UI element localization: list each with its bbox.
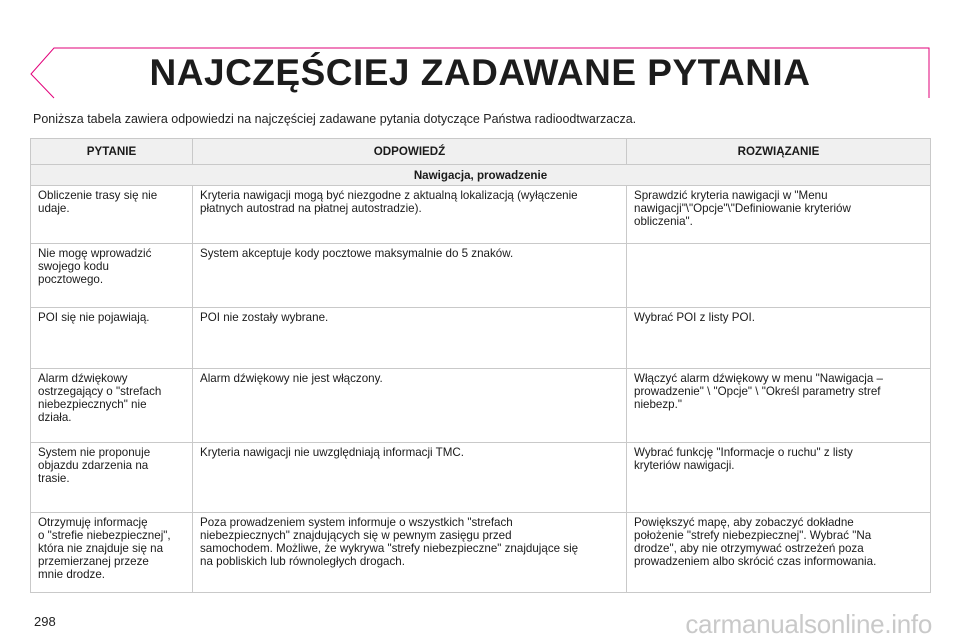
faq-table	[30, 138, 931, 593]
question-cell: POI się nie pojawiają.	[31, 308, 193, 369]
answer-cell: Kryteria nawigacji nie uwzględniają informacji TMC.	[193, 443, 627, 513]
table-row	[31, 513, 931, 593]
table-row	[31, 369, 931, 443]
table-row	[31, 244, 931, 308]
section-title: Nawigacja, prowadzenie	[31, 165, 931, 186]
intro-text: Poniższa tabela zawiera odpowiedzi na najczęściej zadawane pytania dotyczące Państwa radioodtwarzacza.	[33, 112, 637, 126]
answer-cell: Poza prowadzeniem system informuje o wszystkich "strefach niebezpiecznych" znajdujących się w pewnym zasięgu przed samochodem. Możliwe, że wykrywa "strefy niebezpieczne" znajdujące się na pobliskich lub równoległych drogach.	[193, 513, 627, 593]
answer-cell: System akceptuje kody pocztowe maksymalnie do 5 znaków.	[193, 244, 627, 308]
page-number: 298	[34, 614, 56, 629]
column-header-answer: ODPOWIEDŹ	[193, 139, 627, 165]
solution-cell: Wybrać funkcję "Informacje o ruchu" z listy kryteriów nawigacji.	[627, 443, 931, 513]
table-row	[31, 308, 931, 369]
question-cell: System nie proponuje objazdu zdarzenia na trasie.	[31, 443, 193, 513]
solution-cell: Powiększyć mapę, aby zobaczyć dokładne położenie "strefy niebezpiecznej". Wybrać "Na drodze", aby nie otrzymywać ostrzeżeń poza prowadzeniem albo skrócić czas informowania.	[627, 513, 931, 593]
table-header-row	[31, 139, 931, 165]
question-cell: Nie mogę wprowadzić swojego kodu pocztowego.	[31, 244, 193, 308]
watermark-text: carmanualsonline.info	[685, 609, 932, 639]
table-row	[31, 186, 931, 244]
solution-cell: Wybrać POI z listy POI.	[627, 308, 931, 369]
solution-cell	[627, 244, 931, 308]
question-cell: Otrzymuję informację o "strefie niebezpiecznej", która nie znajduje się na przemierzanej przeze mnie drodze.	[31, 513, 193, 593]
question-cell: Alarm dźwiękowy ostrzegający o "strefach niebezpiecznych" nie działa.	[31, 369, 193, 443]
answer-cell: Alarm dźwiękowy nie jest włączony.	[193, 369, 627, 443]
column-header-solution: ROZWIĄZANIE	[627, 139, 931, 165]
solution-cell: Sprawdzić kryteria nawigacji w "Menu nawigacji"\"Opcje"\"Definiowanie kryteriów obliczenia".	[627, 186, 931, 244]
answer-cell: Kryteria nawigacji mogą być niezgodne z aktualną lokalizacją (wyłączenie płatnych autostrad na płatnej autostradzie).	[193, 186, 627, 244]
table-row	[31, 443, 931, 513]
question-cell: Obliczenie trasy się nie udaje.	[31, 186, 193, 244]
solution-cell: Włączyć alarm dźwiękowy w menu "Nawigacja – prowadzenie" \ "Opcje" \ "Określ parametry stref niebezp."	[627, 369, 931, 443]
section-row	[31, 165, 931, 186]
page-title: NAJCZĘŚCIEJ ZADAWANE PYTANIA	[149, 52, 811, 93]
answer-cell: POI nie zostały wybrane.	[193, 308, 627, 369]
column-header-question: PYTANIE	[31, 139, 193, 165]
